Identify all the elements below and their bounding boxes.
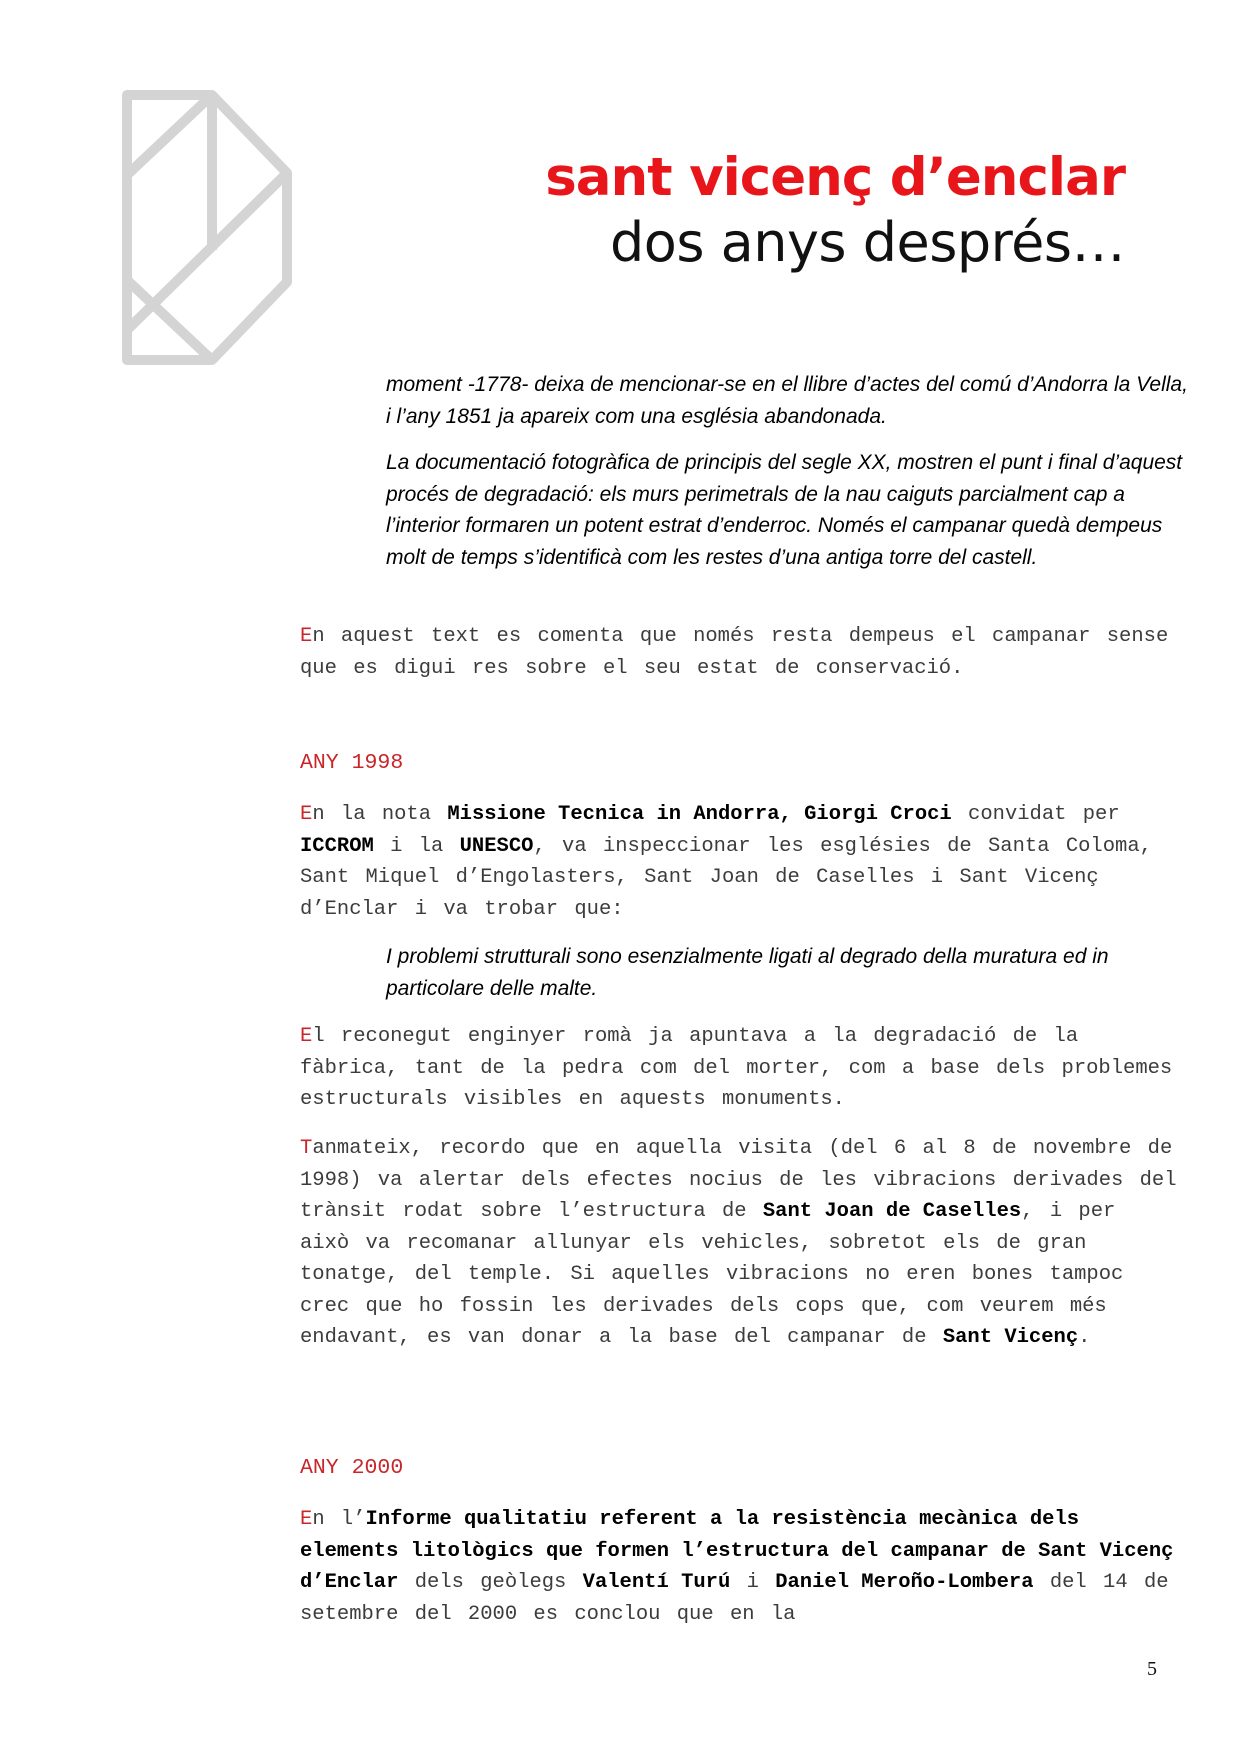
paragraph-text: i la xyxy=(373,834,460,858)
body-paragraph xyxy=(300,621,1180,684)
quote-paragraph: moment -1778- deixa de mencionar-se en el llibre d’actes del comú d’Andorra la Vella, i l’any 1851 ja apareix com una església abandonada. xyxy=(386,373,1188,428)
quote-block-2 xyxy=(386,941,1191,1019)
body-paragraph xyxy=(300,1133,1180,1354)
paragraph-text: . xyxy=(1078,1326,1091,1349)
section-heading-2000: ANY 2000 xyxy=(300,1456,404,1480)
paragraph-text: , i per això va recomanar allunyar els vehicles, sobretot els de gran tonatge, del temple. Si aquelles vibracions no eren bones tampoc crec que ho fossin les derivades dels cops que, com veurem més endavant, es van donar a la base del campanar de xyxy=(300,1200,1124,1349)
body-paragraph xyxy=(300,1504,1180,1630)
quote-paragraph: I problemi strutturali sono esenzialmente ligati al degrado della muratura ed in particolare delle malte. xyxy=(386,945,1109,1000)
drop-letter: E xyxy=(300,1025,313,1048)
paragraph-text: n aquest text es comenta que només resta dempeus el campanar sense que es digui res sobre el seu estat de conservació. xyxy=(300,625,1169,680)
bold-text: UNESCO xyxy=(459,834,534,858)
title-subtitle: dos anys després… xyxy=(610,211,1125,274)
bold-text: Sant Vicenç xyxy=(942,1326,1079,1349)
page-number: 5 xyxy=(1147,1658,1157,1680)
bold-text: ICCROM xyxy=(300,834,374,858)
body-paragraph xyxy=(300,799,1180,925)
quote-paragraph: La documentació fotogràfica de principis del segle XX, mostren el punt i final d’aquest procés de degradació: els murs perimetrals de la nau caiguts parcialment cap a l’interior formaren un potent estrat d’enderroc. Només el campanar quedà dempeus molt de temps s’identificà com les restes d’una antiga torre del castell. xyxy=(386,451,1183,569)
paragraph-text: del 14 de setembre del 2000 es conclou que en la xyxy=(300,1571,1169,1626)
page-title xyxy=(545,146,1125,276)
bold-text: Sant Joan de Caselles xyxy=(762,1200,1022,1223)
bold-text: Daniel Meroño-Lombera xyxy=(775,1571,1034,1594)
body-paragraph xyxy=(300,1021,1180,1116)
bold-text: Missione Tecnica in Andorra, Giorgi Croci xyxy=(447,803,952,826)
title-red: sant vicenç d’enclar xyxy=(545,147,1125,208)
section-heading-1998: ANY 1998 xyxy=(300,751,404,775)
paragraph-text: , va inspeccionar les esglésies de Santa Coloma, Sant Miquel d’Engolasters, Sant Joan de Caselles i Sant Vicenç d’Enclar i va trobar que: xyxy=(300,834,1152,921)
quote-block-1 xyxy=(386,369,1191,588)
bold-text: Informe qualitatiu referent a la resistència mecànica dels elements litològics que formen l’estructura del campanar de Sant Vicenç d’Enclar xyxy=(300,1508,1174,1594)
paragraph-text: anmateix, recordo que en aquella visita (del 6 al 8 de novembre de 1998) va alertar dels efectes nocius de les vibracions derivades del trànsit rodat sobre l’estructura de xyxy=(300,1137,1177,1223)
stylized-letter-logo xyxy=(122,90,312,365)
paragraph-text: n l’ xyxy=(312,1508,366,1531)
paragraph-text: convidat per xyxy=(951,803,1120,826)
paragraph-text: n la nota xyxy=(312,803,448,826)
drop-letter: E xyxy=(300,625,313,648)
paragraph-text: l reconegut enginyer romà ja apuntava a la degradació de la fàbrica, tant de la pedra com del morter, com a base dels problemes estructurals visibles en aquests monuments. xyxy=(300,1025,1173,1111)
drop-letter: T xyxy=(300,1137,313,1160)
paragraph-text: dels geòlegs xyxy=(398,1571,583,1594)
paragraph-text: i xyxy=(730,1571,776,1594)
drop-letter: E xyxy=(300,1508,313,1531)
bold-text: Valentí Turú xyxy=(582,1571,731,1594)
drop-letter: E xyxy=(300,803,313,826)
